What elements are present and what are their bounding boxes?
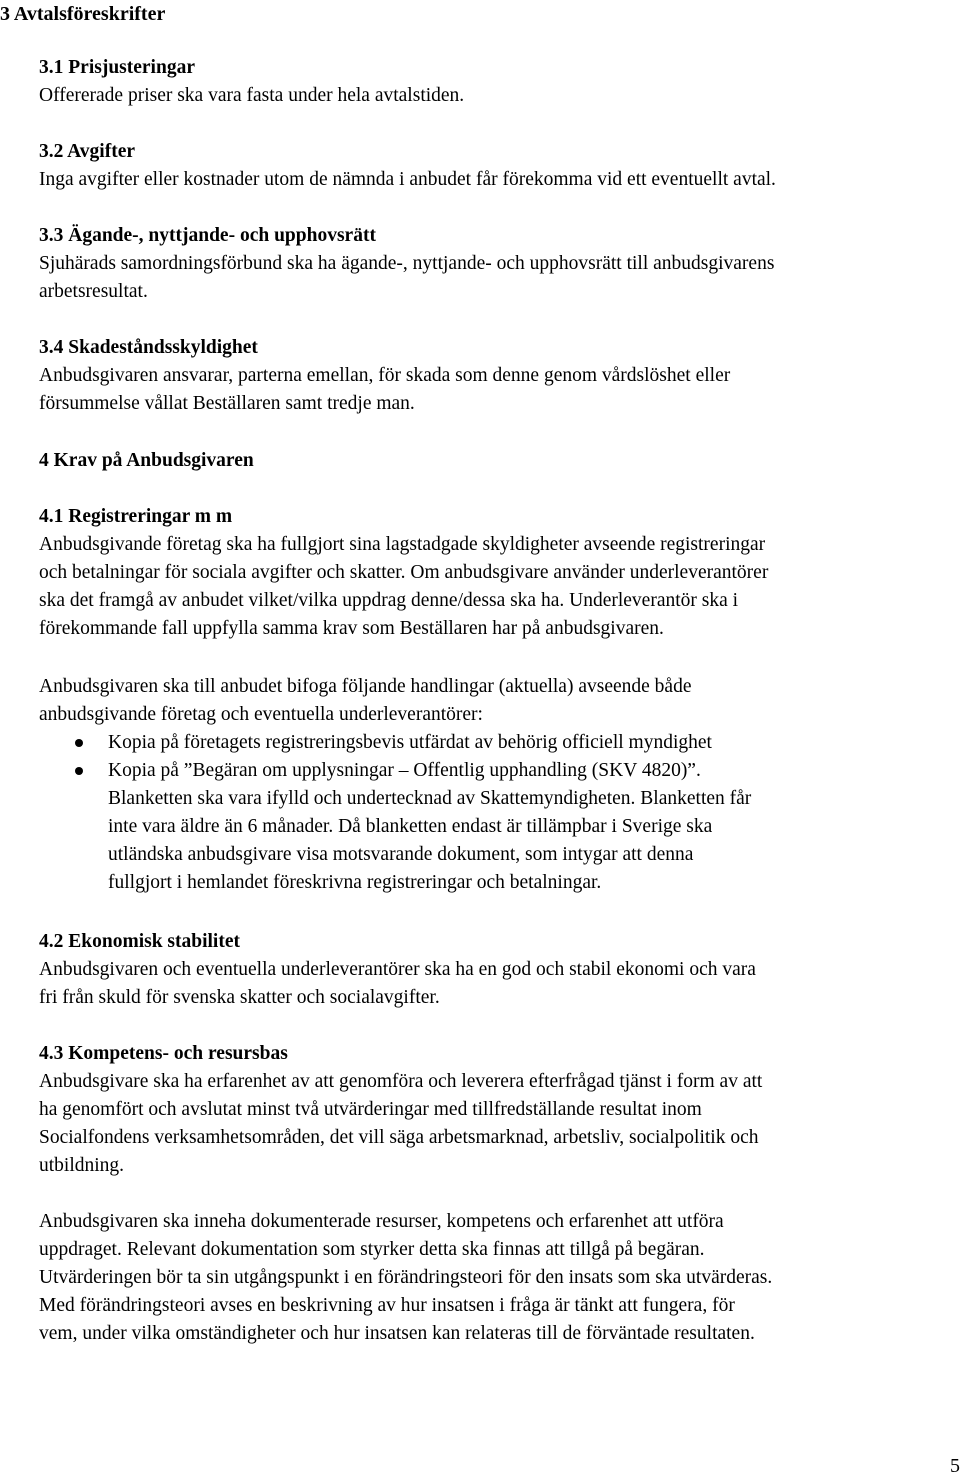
subsection-title: 3.1 Prisjusteringar	[39, 57, 195, 78]
list-item-line: fullgjort i hemlandet föreskrivna registreringar och betalningar.	[108, 872, 602, 893]
subsection-title: 3.4 Skadeståndsskyldighet	[39, 337, 258, 358]
paragraph-line: Inga avgifter eller kostnader utom de nämnda i anbudet får förekomma vid ett eventuellt avtal.	[39, 169, 776, 190]
paragraph	[39, 673, 960, 729]
subsection-3-3	[39, 222, 960, 306]
subsection-title: 4.2 Ekonomisk stabilitet	[39, 931, 240, 952]
paragraph-line: vem, under vilka omständigheter och hur insatsen kan relateras till de förväntade resultaten.	[39, 1323, 755, 1344]
paragraph	[39, 1208, 960, 1348]
list-item-line: inte vara äldre än 6 månader. Då blanketten endast är tillämpbar i Sverige ska	[108, 816, 713, 837]
subsection-title: 4.3 Kompetens- och resursbas	[39, 1043, 288, 1064]
list-item	[108, 757, 960, 897]
paragraph-line: Med förändringsteori avses en beskrivning av hur insatsen i fråga är tänkt att fungera, för	[39, 1295, 735, 1316]
paragraph-line: ska det framgå av anbudet vilket/vilka uppdrag denne/dessa ska ha. Underleverantör ska i	[39, 590, 739, 611]
paragraph-line: ha genomfört och avslutat minst två utvärderingar med tillfredställande resultat inom	[39, 1099, 702, 1120]
bullet-icon	[75, 767, 83, 775]
paragraph-line: förekommande fall uppfylla samma krav som Beställaren har på anbudsgivaren.	[39, 618, 664, 639]
paragraph-line: försummelse vållat Beställaren samt tredje man.	[39, 393, 415, 414]
list-item-line: Blanketten ska vara ifylld och undertecknad av Skattemyndigheten. Blanketten får	[108, 788, 752, 809]
paragraph-line: Socialfondens verksamhetsområden, det vill säga arbetsmarknad, arbetsliv, socialpolitik och	[39, 1127, 759, 1148]
paragraph-line: arbetsresultat.	[39, 281, 148, 302]
list-item-line: Kopia på ”Begäran om upplysningar – Offentlig upphandling (SKV 4820)”.	[108, 760, 701, 781]
paragraph-line: anbudsgivande företag och eventuella underleverantörer:	[39, 704, 483, 725]
paragraph-line: Anbudsgivaren ska till anbudet bifoga följande handlingar (aktuella) avseende både	[39, 676, 692, 697]
subsection-4-1	[39, 503, 960, 643]
paragraph-line: Anbudsgivande företag ska ha fullgjort sina lagstadgade skyldigheter avseende registreringar	[39, 534, 766, 555]
subsection-title: 3.2 Avgifter	[39, 141, 136, 162]
list-item	[108, 729, 960, 757]
subsection-4-2	[39, 928, 960, 1012]
paragraph-line: utbildning.	[39, 1155, 125, 1176]
paragraph-line: Anbudsgivaren ska inneha dokumenterade resurser, kompetens och erfarenhet att utföra	[39, 1211, 724, 1232]
paragraph-line: och betalningar för sociala avgifter och skatter. Om anbudsgivare använder underleverantörer	[39, 562, 769, 583]
page-number: 5	[950, 1455, 960, 1477]
paragraph-line: Anbudsgivaren och eventuella underleverantörer ska ha en god och stabil ekonomi och vara	[39, 959, 756, 980]
section-heading: 4 Krav på Anbudsgivaren	[39, 450, 254, 471]
subsection-3-2	[39, 138, 960, 194]
paragraph-line: fri från skuld för svenska skatter och socialavgifter.	[39, 987, 440, 1008]
section-heading: 3 Avtalsföreskrifter	[0, 3, 166, 25]
list-item-line: Kopia på företagets registreringsbevis utfärdat av behörig officiell myndighet	[108, 732, 712, 753]
subsection-title: 4.1 Registreringar m m	[39, 506, 233, 527]
paragraph-line: Anbudsgivare ska ha erfarenhet av att genomföra och leverera efterfrågad tjänst i form av att	[39, 1071, 763, 1092]
list-item-line: utländska anbudsgivare visa motsvarande dokument, som intygar att denna	[108, 844, 694, 865]
paragraph-line: Anbudsgivaren ansvarar, parterna emellan, för skada som denne genom vårdslöshet eller	[39, 365, 731, 386]
bullet-list	[108, 729, 960, 897]
paragraph-line: uppdraget. Relevant dokumentation som styrker detta ska finnas att tillgå på begäran.	[39, 1239, 705, 1260]
subsection-4-3	[39, 1040, 960, 1180]
subsection-title: 3.3 Ägande-, nyttjande- och upphovsrätt	[39, 225, 376, 246]
subsection-3-1	[39, 54, 960, 110]
bullet-icon	[75, 739, 83, 747]
subsection-3-4	[39, 334, 960, 418]
paragraph-line: Sjuhärads samordningsförbund ska ha ägande-, nyttjande- och upphovsrätt till anbudsgivarens	[39, 253, 775, 274]
paragraph-line: Offererade priser ska vara fasta under hela avtalstiden.	[39, 85, 465, 106]
paragraph-line: Utvärderingen bör ta sin utgångspunkt i en förändringsteori för den insats som ska utvärderas.	[39, 1267, 773, 1288]
